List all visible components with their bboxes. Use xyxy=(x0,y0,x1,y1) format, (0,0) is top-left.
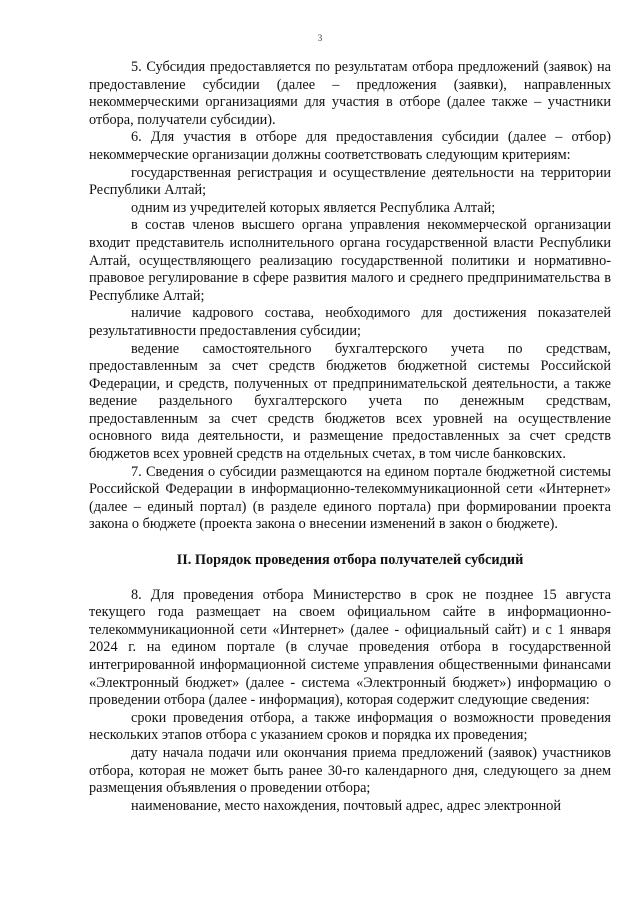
section-heading: II. Порядок проведения отбора получателей субсидий xyxy=(176,552,524,569)
paragraph: сроки проведения отбора, а также информация о возможности проведения нескольких этапов отбора с указанием сроков и порядка их проведения; xyxy=(89,709,611,744)
paragraph: государственная регистрация и осуществление деятельности на территории Республики Алтай; xyxy=(89,164,611,199)
paragraph: в состав членов высшего органа управления некоммерческой организации входит представитель исполнительного органа государственной власти Республики Алтай, осуществляющего реализацию государственной политики и нормативно-правовое регулирование в сфере развития малого и среднего предпринимательства в Республике Алтай; xyxy=(89,217,611,304)
paragraph: 6. Для участия в отборе для предоставления субсидии (далее – отбор) некоммерческие организации должны соответствовать следующим критериям: xyxy=(89,129,611,163)
paragraph: 5. Субсидия предоставляется по результатам отбора предложений (заявок) на предоставление субсидии (далее – предложения (заявки), направленных некоммерческими организациями для участия в отборе (далее также – участники отбора, получатели субсидии). xyxy=(89,59,611,128)
paragraph: ведение самостоятельного бухгалтерского учета по средствам, предоставленным за счет средств бюджетов бюджетной системы Российской Федерации, и средств, полученных от предпринимательской деятельности, а также ведение раздельного бухгалтерского учета по денежным средствам, предоставленным за счет средств бюджетов всех уровней на осуществление основного вида деятельности, и размещение предоставленных за счет средств бюджетов всех уровней средств на отдельных счетах, в том числе банковских. xyxy=(89,340,611,463)
document-body xyxy=(89,59,611,815)
paragraph: одним из учредителей которых является Республика Алтай; xyxy=(131,199,496,216)
paragraph: дату начала подачи или окончания приема предложений (заявок) участников отбора, которая не может быть ранее 30-го календарного дня, следующего за днем размещения объявления о проведении отбора; xyxy=(89,744,611,797)
paragraph: наличие кадрового состава, необходимого для достижения показателей результативности предоставления субсидии; xyxy=(89,305,611,339)
paragraph: 8. Для проведения отбора Министерство в срок не позднее 15 августа текущего года размещает на своем официальном сайте в информационно-телекоммуникационной сети «Интернет» (далее - официальный сайт) и с 1 января 2024 г. на едином портале (в случае проведения отбора в государственной интегрированной информационной системе управления общественными финансами «Электронный бюджет» (далее - система «Электронный бюджет») информацию о проведении отбора (далее - информация), которая содержит следующие сведения: xyxy=(89,586,611,709)
paragraph: 7. Сведения о субсидии размещаются на едином портале бюджетной системы Российской Федерации в информационно-телекоммуникационной сети «Интернет» (далее – единый портал) (в разделе единого портала) при формировании проекта закона о бюджете (проекта закона о внесении изменений в закон о бюджете). xyxy=(89,463,611,533)
page-number: 3 xyxy=(317,33,323,43)
paragraph: наименование, место нахождения, почтовый адрес, адрес электронной xyxy=(131,797,562,814)
